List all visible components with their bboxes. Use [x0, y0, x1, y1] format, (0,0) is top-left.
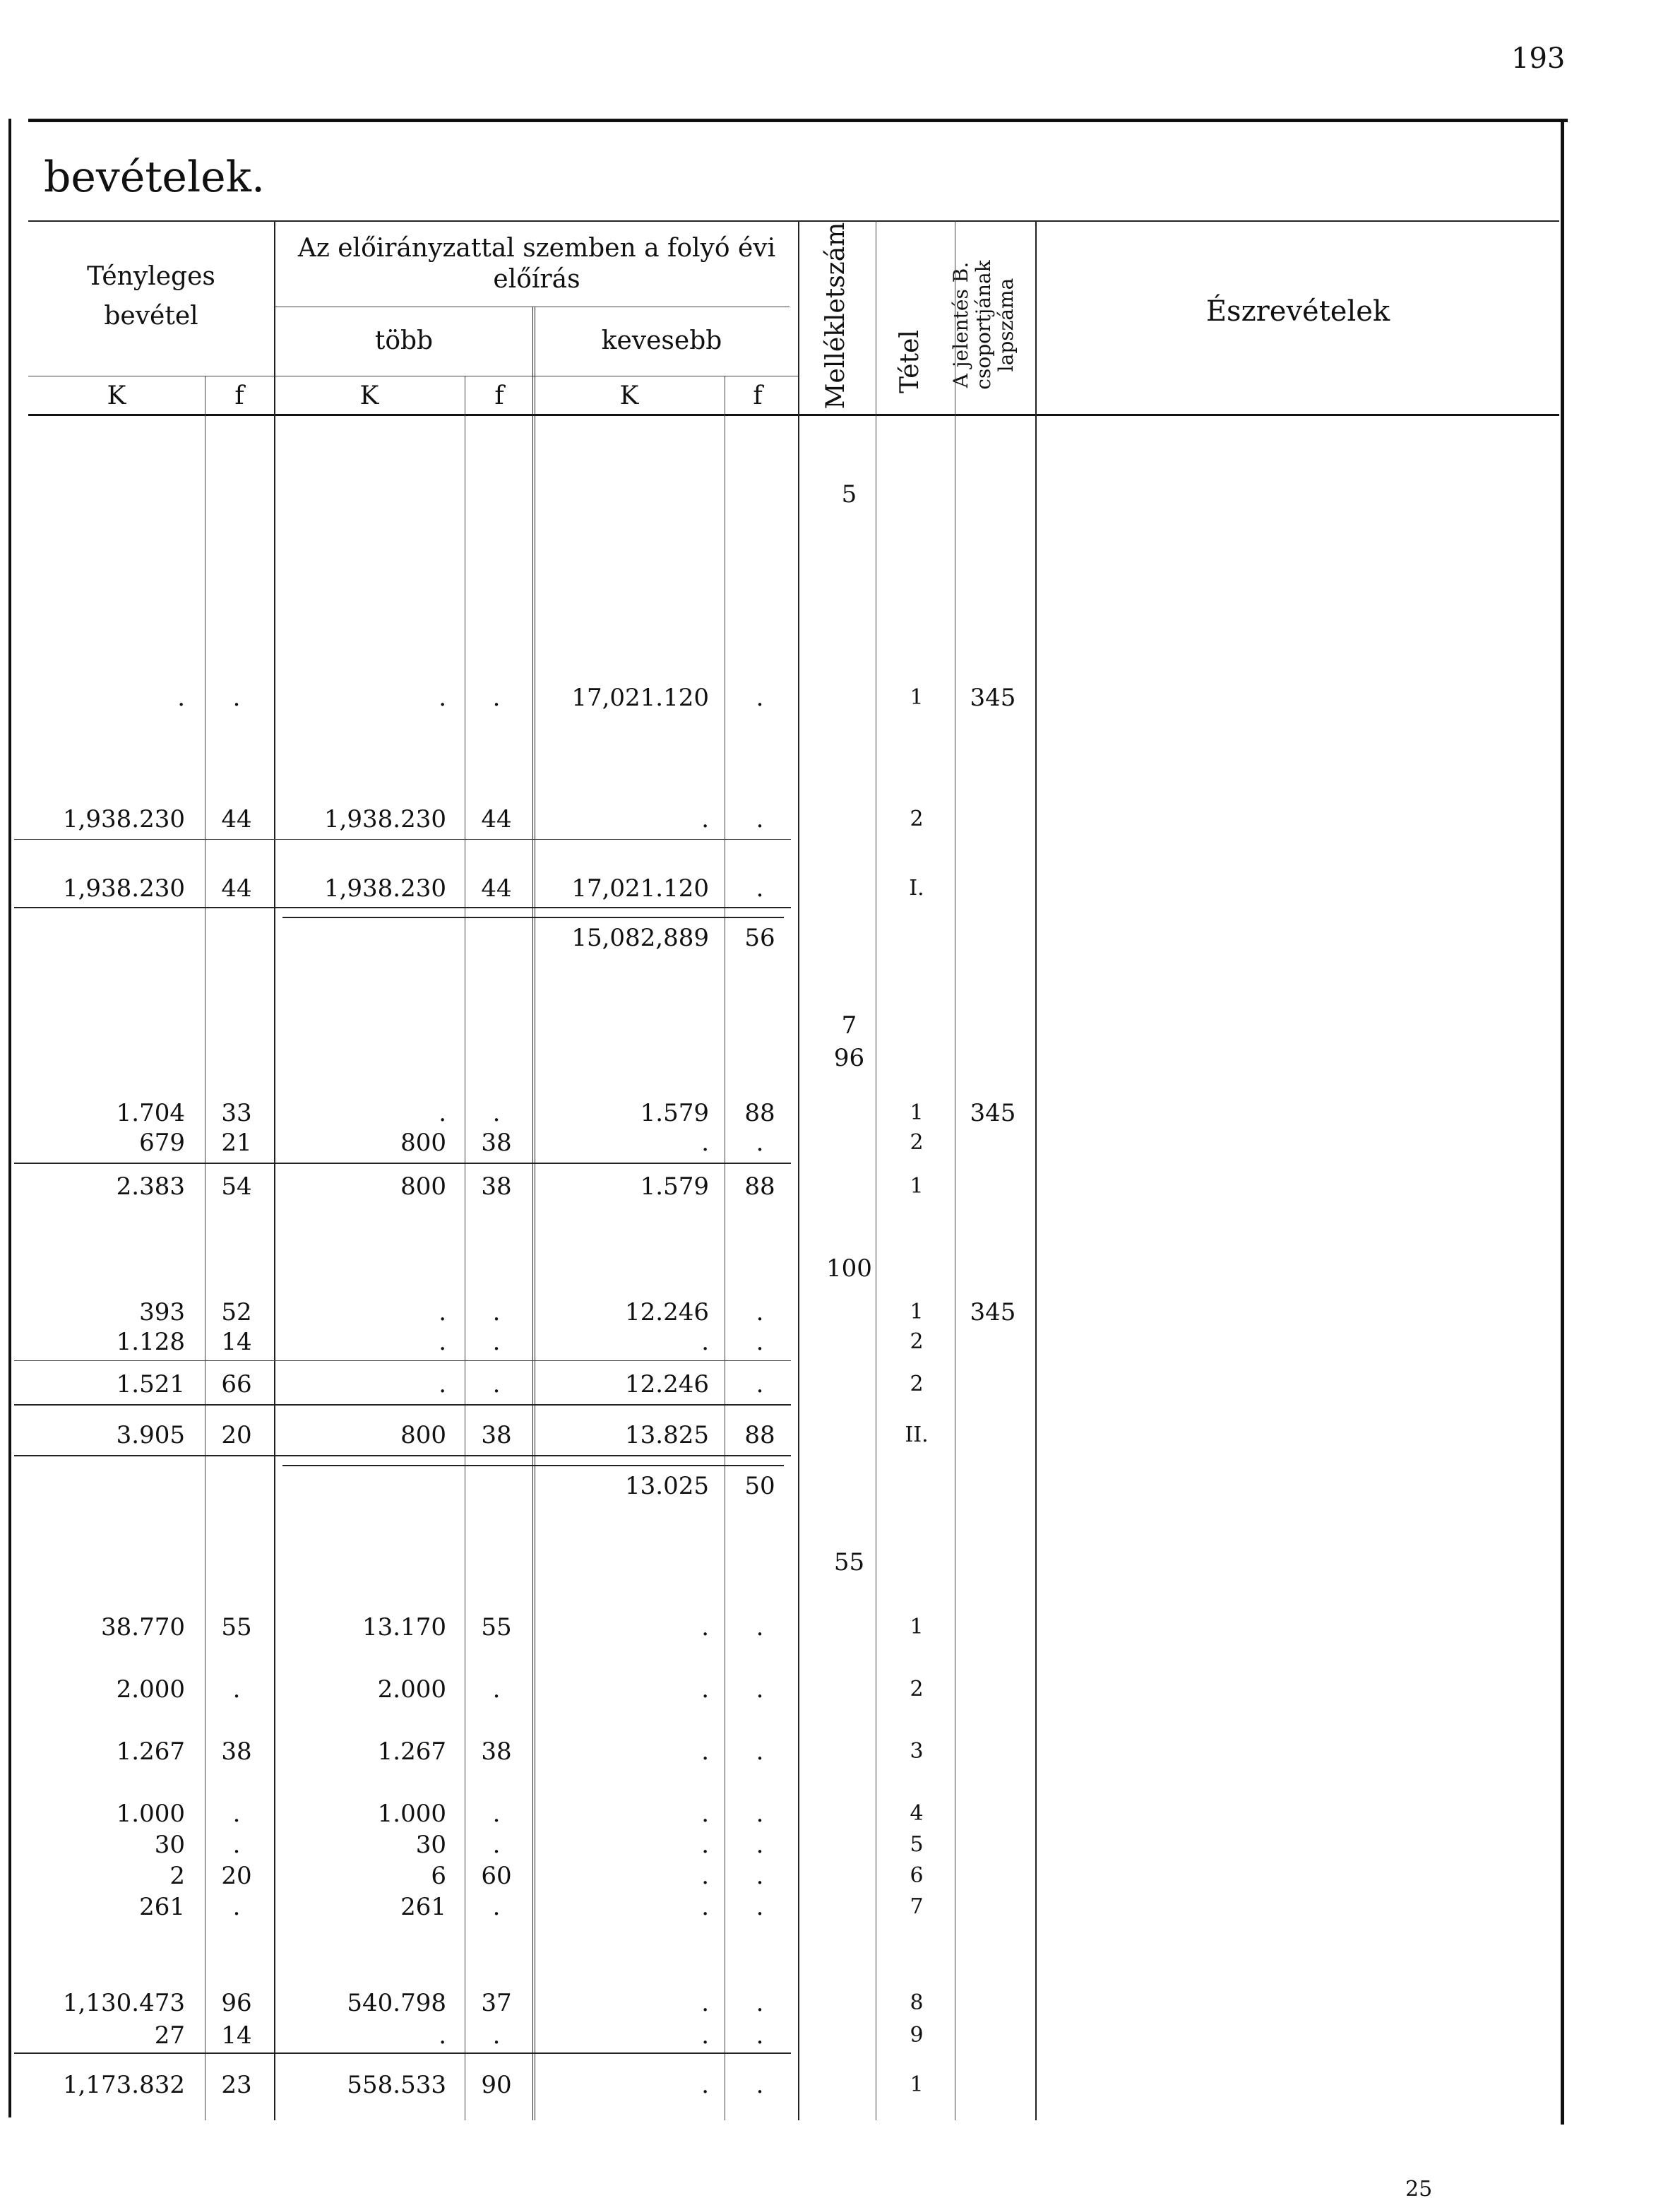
cell-aK: 1.704 — [116, 1099, 185, 1127]
sum-rule-7 — [14, 2052, 791, 2054]
cell-aK: 1,938.230 — [62, 805, 185, 833]
cell-af: . — [232, 1675, 241, 1704]
cell-aK: 2 — [169, 1862, 185, 1890]
cell-attach: 55 — [833, 1548, 865, 1576]
left-rule — [8, 119, 11, 2117]
cell-aK: 30 — [154, 1831, 185, 1859]
cell-aK: 679 — [139, 1129, 185, 1157]
top-rule — [28, 119, 1568, 122]
brace-rule-2 — [282, 1465, 784, 1466]
cell-item: II. — [905, 1422, 929, 1447]
cell-mf: . — [492, 684, 501, 712]
cell-af: 20 — [221, 1862, 252, 1890]
cell-mf: . — [492, 2021, 501, 2050]
cell-item: 1 — [910, 1174, 924, 1199]
cell-item: 2 — [910, 807, 924, 831]
sum-rule-4 — [14, 1360, 791, 1361]
cell-af: 38 — [221, 1737, 252, 1766]
cell-lK: 1.579 — [640, 1172, 709, 1201]
cell-lK: 13.825 — [625, 1421, 709, 1449]
cell-lf: . — [756, 1328, 764, 1356]
cell-mK: 800 — [400, 1421, 446, 1449]
cell-lK: . — [701, 1893, 709, 1921]
cell-item: 4 — [910, 1801, 924, 1826]
cell-attach: 100 — [826, 1254, 872, 1283]
cell-af: 66 — [221, 1370, 252, 1398]
cell-mf: . — [492, 1099, 501, 1127]
cell-attach: 5 — [841, 480, 857, 509]
cell-mK: 6 — [431, 1862, 446, 1890]
cell-af: 20 — [221, 1421, 252, 1449]
cell-aK: 3.905 — [116, 1421, 185, 1449]
more-f-header: f — [494, 381, 504, 410]
sum-rule-6 — [14, 1455, 791, 1456]
cell-mK: 13.170 — [362, 1613, 446, 1641]
cell-lK: . — [701, 805, 709, 833]
cell-mf: 37 — [481, 1989, 512, 2017]
sum-rule-1 — [14, 839, 791, 840]
attachment-header: Mellékletszám — [821, 222, 850, 410]
actual-header: Tényleges bevétel — [87, 262, 215, 331]
cell-mf: 38 — [481, 1129, 512, 1157]
cell-lf: . — [756, 1831, 764, 1859]
cell-lf: 88 — [744, 1421, 775, 1449]
header-bottom-rule — [28, 414, 1559, 416]
cell-aK: 2.383 — [116, 1172, 185, 1201]
cell-mf: . — [492, 1298, 501, 1326]
cell-mf: 44 — [481, 805, 512, 833]
cell-mf: . — [492, 1675, 501, 1704]
cell-mK: 1,938.230 — [323, 805, 446, 833]
cell-lf: . — [756, 684, 764, 712]
cell-aK: . — [177, 684, 185, 712]
cell-item: 1 — [910, 1300, 924, 1324]
cell-item: 7 — [910, 1894, 924, 1919]
cell-af: 52 — [221, 1298, 252, 1326]
cell-af: . — [232, 1800, 241, 1828]
cell-mK: 800 — [400, 1129, 446, 1157]
cell-aK: 1.267 — [116, 1737, 185, 1766]
cell-lf: . — [756, 1989, 764, 2017]
cell-af: 96 — [221, 1989, 252, 2017]
cell-lK: . — [701, 1613, 709, 1641]
cell-lK: 17,021.120 — [571, 684, 709, 712]
cell-mK: 1,938.230 — [323, 874, 446, 903]
brace-rule-1 — [282, 917, 784, 918]
cell-af: 23 — [221, 2071, 252, 2099]
cell-item: 1 — [910, 2072, 924, 2097]
cell-mf: 38 — [481, 1172, 512, 1201]
cell-item: 1 — [910, 1100, 924, 1125]
cell-aK: 1,130.473 — [62, 1989, 185, 2017]
cell-lf: . — [756, 2021, 764, 2050]
cell-lf: . — [756, 1737, 764, 1766]
cell-af: 33 — [221, 1099, 252, 1127]
cell-lf: . — [756, 1613, 764, 1641]
cell-mf: 44 — [481, 874, 512, 903]
more-header: több — [374, 326, 434, 355]
page-title: bevételek. — [44, 153, 266, 202]
header-top-rule — [28, 220, 1559, 222]
cell-mK: . — [439, 1099, 446, 1127]
cell-mf: . — [492, 1893, 501, 1921]
remarks-header: Észrevételek — [1205, 295, 1390, 328]
cell-lf: 56 — [744, 924, 775, 952]
cell-mf: . — [492, 1370, 501, 1398]
cell-mf: . — [492, 1800, 501, 1828]
cell-mK: . — [439, 1370, 446, 1398]
cell-item: 2 — [910, 1677, 924, 1701]
cell-mf: 90 — [481, 2071, 512, 2099]
cell-mK: . — [439, 1328, 446, 1356]
cell-af: 55 — [221, 1613, 252, 1641]
cell-af: 44 — [221, 805, 252, 833]
cell-page: 345 — [970, 1099, 1016, 1127]
cell-mK: 1.000 — [377, 1800, 446, 1828]
cell-aK: 1,173.832 — [62, 2071, 185, 2099]
more-k-header: K — [359, 381, 379, 410]
cell-page: 345 — [970, 1298, 1016, 1326]
cell-aK: 1.521 — [116, 1370, 185, 1398]
cell-item: 5 — [910, 1832, 924, 1857]
cell-mK: 2.000 — [377, 1675, 446, 1704]
cell-lf: . — [756, 1800, 764, 1828]
actual-f-header: f — [234, 381, 244, 410]
cell-item: 1 — [910, 1615, 924, 1639]
cell-item: 9 — [910, 2023, 924, 2048]
cell-lK: . — [701, 2021, 709, 2050]
cell-lf: . — [756, 1893, 764, 1921]
report-page-header: A jelentés B. csoportjának lapszáma — [949, 260, 1018, 390]
cell-lK: . — [701, 1328, 709, 1356]
budget-group-header: Az előirányzattal szemben a folyó évi előírás — [297, 234, 776, 294]
sum-rule-3 — [14, 1163, 791, 1164]
sum-rule-2 — [14, 907, 791, 908]
cell-lf: 50 — [744, 1472, 775, 1500]
cell-lf: . — [756, 2071, 764, 2099]
cell-lK: . — [701, 1737, 709, 1766]
col-sep-remarks — [1035, 220, 1037, 2120]
cell-attach: 96 — [833, 1044, 865, 1072]
cell-mK: . — [439, 684, 446, 712]
cell-item: 1 — [910, 685, 924, 710]
cell-aK: 393 — [139, 1298, 185, 1326]
cell-lK: 12.246 — [625, 1370, 709, 1398]
cell-lf: . — [756, 1675, 764, 1704]
cell-aK: 38.770 — [101, 1613, 185, 1641]
cell-lK: 1.579 — [640, 1099, 709, 1127]
cell-af: 21 — [221, 1129, 252, 1157]
cell-item: 6 — [910, 1863, 924, 1888]
footer-mark: 25 — [1405, 2177, 1433, 2202]
cell-lf: . — [756, 874, 764, 903]
sum-rule-5 — [14, 1404, 791, 1406]
cell-mf: 38 — [481, 1421, 512, 1449]
cell-af: 14 — [221, 1328, 252, 1356]
cell-aK: 2.000 — [116, 1675, 185, 1704]
item-header: Tétel — [895, 330, 924, 393]
cell-mf: . — [492, 1328, 501, 1356]
cell-lK: . — [701, 1800, 709, 1828]
less-k-header: K — [619, 381, 639, 410]
cell-mK: 261 — [400, 1893, 446, 1921]
cell-lK: 15,082,889 — [571, 924, 709, 952]
cell-mf: . — [492, 1831, 501, 1859]
less-header: kevesebb — [601, 326, 722, 355]
cell-af: 44 — [221, 874, 252, 903]
cell-aK: 261 — [139, 1893, 185, 1921]
cell-aK: 1,938.230 — [62, 874, 185, 903]
cell-lK: . — [701, 2071, 709, 2099]
cell-mK: 558.533 — [347, 2071, 446, 2099]
cell-lf: . — [756, 1298, 764, 1326]
col-sep-more-less — [532, 307, 535, 2120]
cell-mf: 60 — [481, 1862, 512, 1890]
cell-mK: . — [439, 2021, 446, 2050]
cell-lf: . — [756, 1370, 764, 1398]
cell-lK: . — [701, 1831, 709, 1859]
cell-attach: 7 — [841, 1011, 857, 1040]
cell-lf: . — [756, 1862, 764, 1890]
cell-aK: 1.128 — [116, 1328, 185, 1356]
col-sep-actual — [274, 220, 275, 2120]
cell-lK: . — [701, 1862, 709, 1890]
cell-lf: 88 — [744, 1099, 775, 1127]
cell-item: 2 — [910, 1372, 924, 1396]
less-f-header: f — [753, 381, 763, 410]
cell-mf: 55 — [481, 1613, 512, 1641]
cell-item: I. — [909, 876, 924, 901]
cell-lK: 12.246 — [625, 1298, 709, 1326]
cell-aK: 1.000 — [116, 1800, 185, 1828]
cell-lf: 88 — [744, 1172, 775, 1201]
cell-mf: 38 — [481, 1737, 512, 1766]
cell-mK: 800 — [400, 1172, 446, 1201]
cell-lK: 13.025 — [625, 1472, 709, 1500]
cell-item: 8 — [910, 1990, 924, 2015]
cell-lK: . — [701, 1989, 709, 2017]
cell-lK: . — [701, 1675, 709, 1704]
page-number: 193 — [1511, 42, 1566, 75]
cell-lf: . — [756, 805, 764, 833]
cell-page: 345 — [970, 684, 1016, 712]
cell-af: . — [232, 1893, 241, 1921]
right-rule — [1561, 119, 1564, 2125]
cell-af: 14 — [221, 2021, 252, 2050]
cell-mK: 540.798 — [347, 1989, 446, 2017]
cell-mK: 30 — [415, 1831, 446, 1859]
cell-af: 54 — [221, 1172, 252, 1201]
cell-mK: 1.267 — [377, 1737, 446, 1766]
cell-lf: . — [756, 1129, 764, 1157]
actual-k-header: K — [107, 381, 126, 410]
cell-af: . — [232, 1831, 241, 1859]
cell-af: . — [232, 684, 241, 712]
cell-mK: . — [439, 1298, 446, 1326]
cell-item: 2 — [910, 1329, 924, 1354]
cell-lK: . — [701, 1129, 709, 1157]
cell-aK: 27 — [154, 2021, 185, 2050]
cell-lK: 17,021.120 — [571, 874, 709, 903]
cell-item: 2 — [910, 1130, 924, 1155]
cell-item: 3 — [910, 1739, 924, 1764]
